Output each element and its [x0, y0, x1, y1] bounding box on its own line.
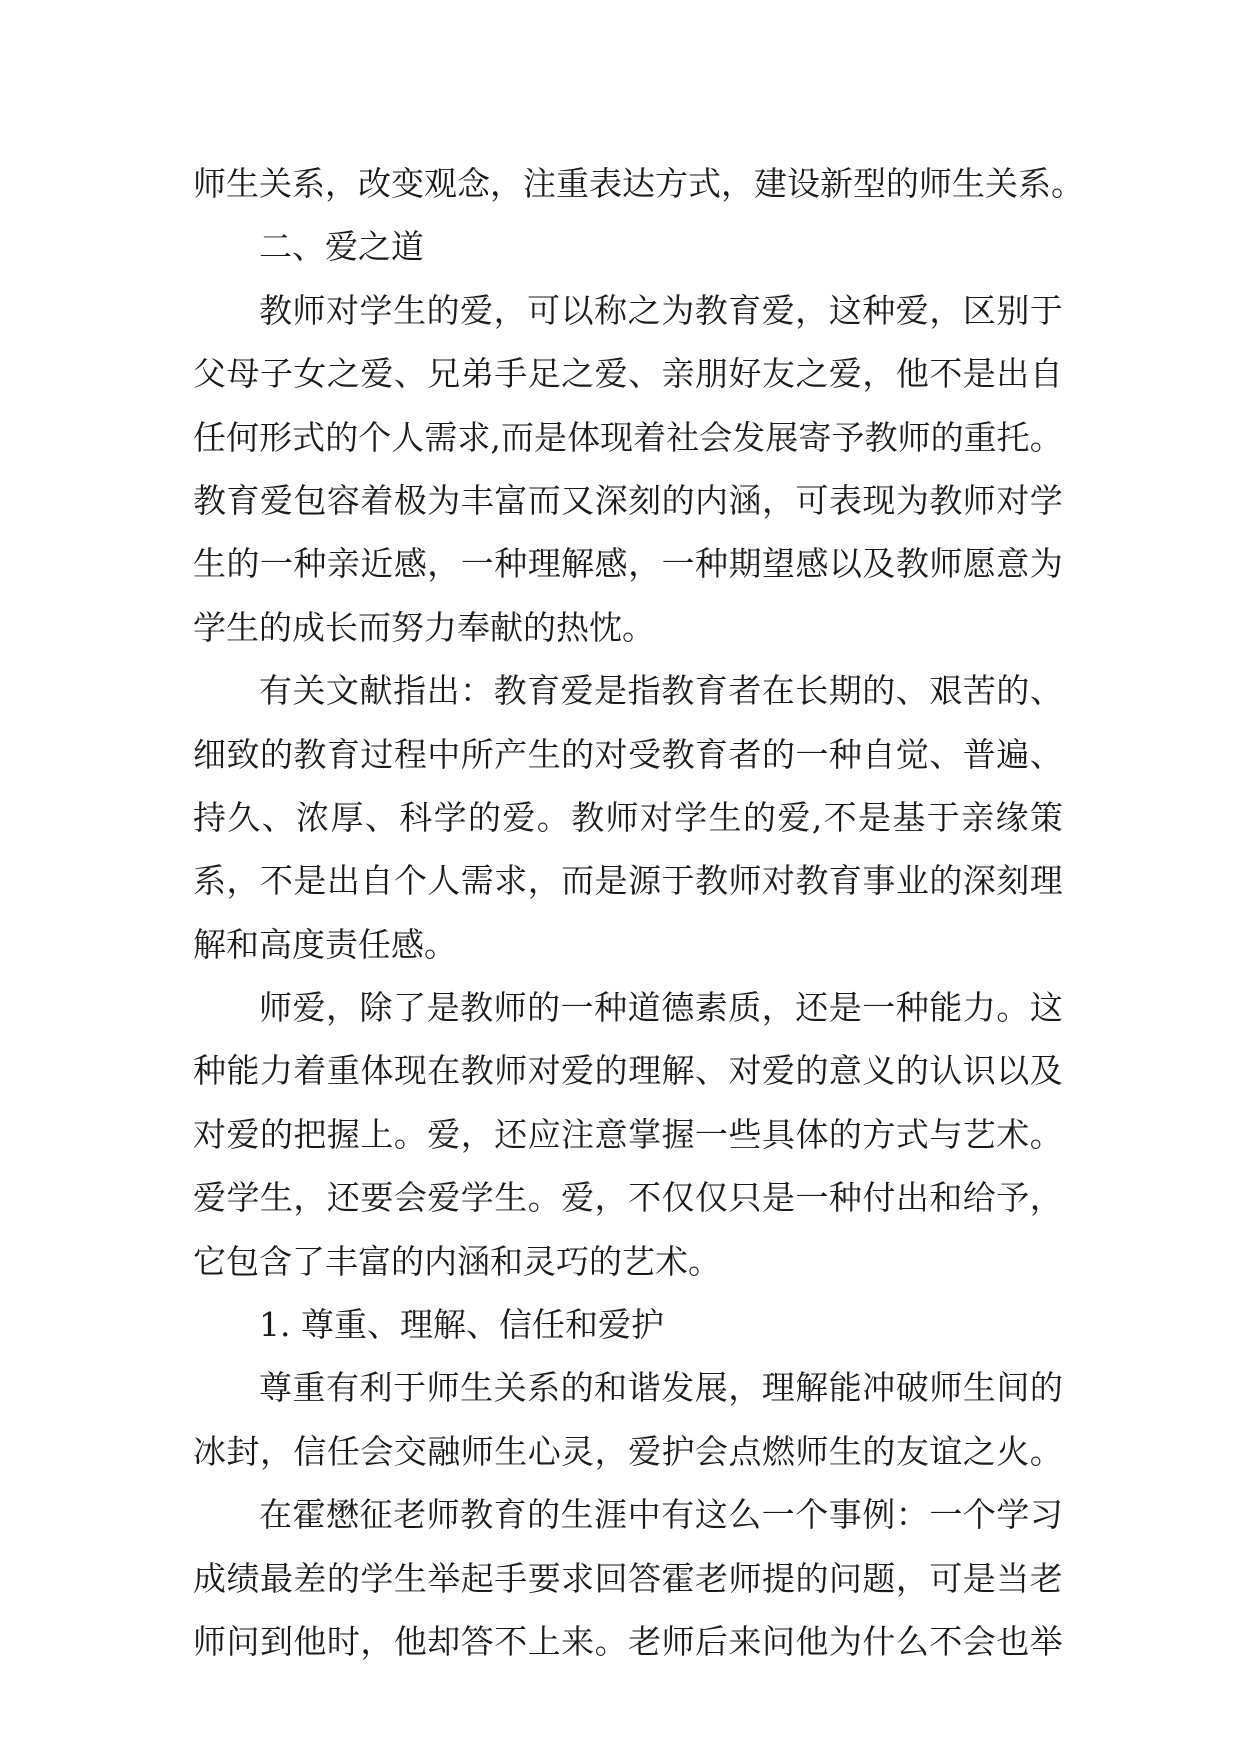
text-line: 师 生 关 系 ， 改 变 观 念 ， 注 重 表 达 方 式 ， 建 设 新 型 的 师 生 关 系 。	[193, 164, 1084, 203]
text-line: 二、爱之道	[259, 227, 424, 267]
text-line: 成 绩 最 差 的 学 生 举 起 手 要 求 回 答 霍 老 师 提 的 问 题 ， 可 是 当 老	[193, 1558, 1063, 1598]
text-line: 生 的 一 种 亲 近 感 ， 一 种 理 解 感 ， 一 种 期 望 感 以 及 教 师 愿 意 为	[193, 544, 1063, 584]
text-line: 尊 重 有 利 于 师 生 关 系 的 和 谐 发 展 ， 理 解 能 冲 破 师 生 间 的	[259, 1368, 1063, 1408]
text-line: 父 母 子 女 之 爱 、 兄 弟 手 足 之 爱 、 亲 朋 好 友 之 爱 ， 他 不 是 出 自	[193, 354, 1063, 394]
text-line: 有 关 文 献 指 出 ： 教 育 爱 是 指 教 育 者 在 长 期 的 、 艰 苦 的 、	[259, 671, 1063, 711]
text-line: 解和高度责任感。	[193, 924, 457, 964]
text-line: 师 问 到 他 时 ， 他 却 答 不 上 来 。 老 师 后 来 问 他 为 什 么 不 会 也 举	[193, 1621, 1063, 1661]
text-line: 种 能 力 着 重 体 现 在 教 师 对 爱 的 理 解 、 对 爱 的 意 义 的 认 识 以 及	[193, 1051, 1063, 1091]
text-line: 任 何 形 式 的 个 人 需 求 , 而 是 体 现 着 社 会 发 展 寄 予 教 师 的 重 托 。	[193, 417, 1063, 457]
text-line: 系 ， 不 是 出 自 个 人 需 求 ， 而 是 源 于 教 师 对 教 育 事 业 的 深 刻 理	[193, 861, 1063, 901]
document-page	[193, 152, 1084, 1673]
text-line: 教 育 爱 包 容 着 极 为 丰 富 而 又 深 刻 的 内 涵 ， 可 表 现 为 教 师 对 学	[193, 480, 1063, 520]
text-line: 冰 封 ， 信 任 会 交 融 师 生 心 灵 ， 爱 护 会 点 燃 师 生 的 友 谊 之 火 。	[193, 1431, 1063, 1471]
text-line: 持 久 、 浓 厚 、 科 学 的 爱 。 教 师 对 学 生 的 爱 , 不 是 基 于 亲 缘 策	[193, 797, 1063, 837]
text-line: 细 致 的 教 育 过 程 中 所 产 生 的 对 受 教 育 者 的 一 种 自 觉 、 普 遍 、	[193, 734, 1063, 774]
text-line: 爱 学 生 ， 还 要 会 爱 学 生 。 爱 ， 不 仅 仅 只 是 一 种 付 出 和 给 予 ，	[193, 1178, 1063, 1218]
text-line: 教 师 对 学 生 的 爱 ， 可 以 称 之 为 教 育 爱 ， 这 种 爱 ， 区 别 于	[259, 290, 1063, 330]
text-line: 对 爱 的 把 握 上 。 爱 ， 还 应 注 意 掌 握 一 些 具 体 的 方 式 与 艺 术 。	[193, 1114, 1063, 1154]
text-line: 它包含了丰富的内涵和灵巧的艺术。	[193, 1241, 721, 1281]
text-line: 在 霍 懋 征 老 师 教 育 的 生 涯 中 有 这 么 一 个 事 例 ： 一 个 学 习	[259, 1495, 1063, 1535]
text-line: 1. 尊重、理解、信任和爱护	[259, 1305, 664, 1345]
text-line: 学生的成长而努力奉献的热忱。	[193, 607, 655, 647]
text-line: 师 爱 ， 除 了 是 教 师 的 一 种 道 德 素 质 ， 还 是 一 种 能 力 。 这	[259, 988, 1063, 1028]
